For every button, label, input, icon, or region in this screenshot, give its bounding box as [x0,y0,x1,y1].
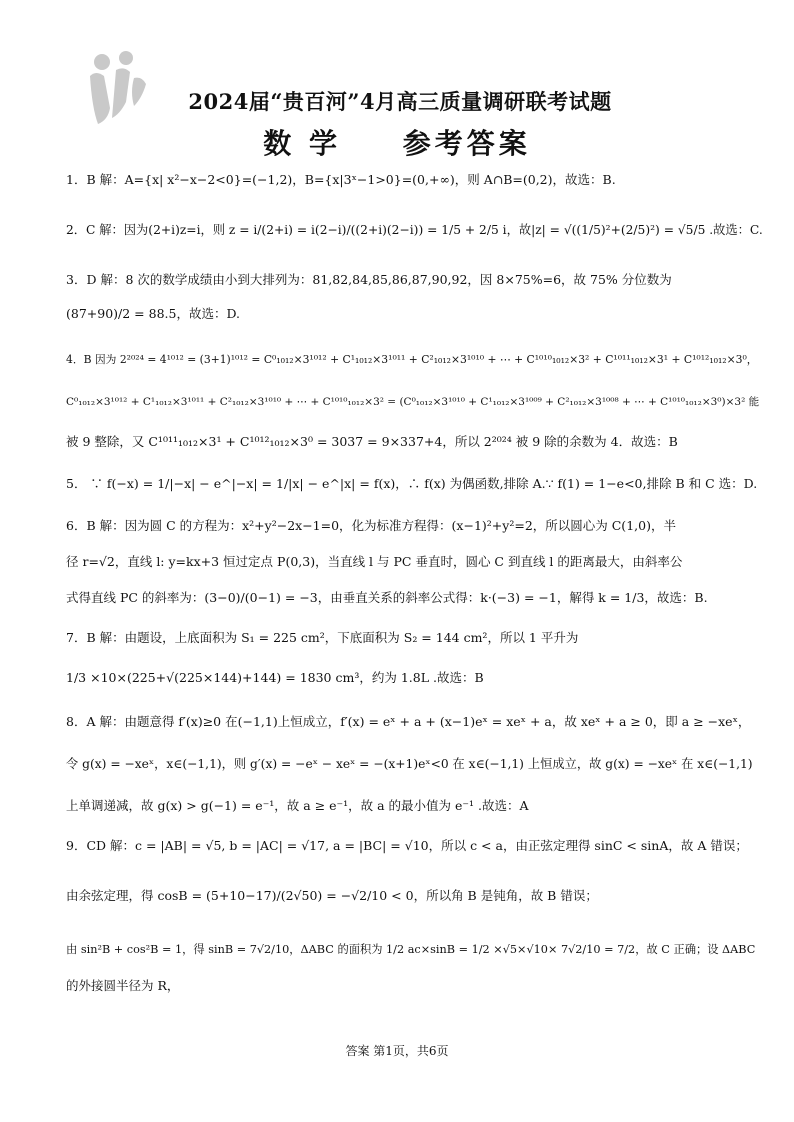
document-title: 2024届“贵百河”4月高三质量调研联考试题 [188,89,612,114]
answer-line: 7．B 解：由题设，上底面积为 S₁ = 225 cm²，下底面积为 S₂ = 144 cm²，所以 1 平升为 [66,630,579,645]
logo-icon [80,48,150,128]
subject-label: 数 学 [263,127,341,160]
answer-line: 由余弦定理，得 cosB = (5+10−17)/(2√50) = −√2/10 < 0，所以角 B 是钝角，故 B 错误； [66,888,598,903]
answer-line: 上单调递减，故 g(x) > g(−1) = e⁻¹，故 a ≥ e⁻¹，故 a 的最小值为 e⁻¹ .故选：A [66,798,529,813]
answer-line: 径 r=√2，直线 l: y=kx+3 恒过定点 P(0,3)，当直线 l 与 PC 垂直时，圆心 C 到直线 l 的距离最大，由斜率公 [66,554,683,569]
answer-line: 被 9 整除，又 C¹⁰¹¹₁₀₁₂×3¹ + C¹⁰¹²₁₀₁₂×3⁰ = 3037 = 9×337+4，所以 2²⁰²⁴ 被 9 除的余数为 4．故选：B [66,434,678,449]
answer-line: 3．D 解：8 次的数学成绩由小到大排列为：81,82,84,85,86,87,90,92，因 8×75%=6，故 75% 分位数为 [66,272,672,287]
answer-line: 由 sin²B + cos²B = 1，得 sinB = 7√2/10，ΔABC 的面积为 1/2 ac×sinB = 1/2 ×√5×√10× 7√2/10 = 7/2，故 C 正确；设 ΔABC [66,943,756,956]
document-subtitle [0,122,794,162]
page-footer: 答案 第1页，共6页 [345,1044,449,1058]
answer-line: C⁰₁₀₁₂×3¹⁰¹² + C¹₁₀₁₂×3¹⁰¹¹ + C²₁₀₁₂×3¹⁰¹⁰ + ⋯ + C¹⁰¹⁰₁₀₁₂×3² = (C⁰₁₀₁₂×3¹⁰¹⁰ + C¹₁₀₁₂×3¹⁰⁰⁹ + C²₁₀₁₂×3¹⁰⁰⁸ + ⋯ + C¹⁰¹⁰₁₀₁₂×3⁰)×3² 能 [66,396,760,408]
answer-line: 6．B 解：因为圆 C 的方程为：x²+y²−2x−1=0，化为标准方程得：(x−1)²+y²=2，所以圆心为 C(1,0)，半 [66,518,676,533]
answer-line: 式得直线 PC 的斜率为：(3−0)/(0−1) = −3，由垂直关系的斜率公式得：k·(−3) = −1，解得 k = 1/3，故选：B. [66,590,708,605]
doc-type-label: 参考答案 [402,127,531,160]
answer-line: 1．B 解：A={x| x²−x−2<0}=(−1,2)，B={x|3ˣ−1>0}=(0,+∞)，则 A∩B=(0,2)，故选：B. [66,172,616,187]
answer-line: 4．B 因为 2²⁰²⁴ = 4¹⁰¹² = (3+1)¹⁰¹² = C⁰₁₀₁₂×3¹⁰¹² + C¹₁₀₁₂×3¹⁰¹¹ + C²₁₀₁₂×3¹⁰¹⁰ + ⋯ + C¹⁰¹⁰₁₀₁₂×3² + C¹⁰¹¹₁₀₁₂×3¹ + C¹⁰¹²₁₀₁₂×3⁰， [66,353,758,366]
answer-line: 令 g(x) = −xeˣ，x∈(−1,1)，则 g′(x) = −eˣ − xeˣ = −(x+1)eˣ<0 在 x∈(−1,1) 上恒成立，故 g(x) = −xeˣ 在 x∈(−1,1) [66,757,753,771]
answer-line: 的外接圆半径为 R， [66,978,180,993]
answer-line: 1/3 ×10×(225+√(225×144)+144) = 1830 cm³，约为 1.8L .故选：B [66,670,484,685]
answer-line: 2．C 解：因为(2+i)z=i，则 z = i/(2+i) = i(2−i)/((2+i)(2−i)) = 1/5 + 2/5 i，故|z| = √((1/5)²+(2/5)²) = √5/5 .故选：C. [66,223,763,237]
answer-line: 9．CD 解：c = |AB| = √5, b = |AC| = √17, a = |BC| = √10，所以 c < a，由正弦定理得 sinC < sinA，故 A 错误； [66,838,748,853]
answer-line: 8．A 解：由题意得 f′(x)≥0 在(−1,1)上恒成立，f′(x) = eˣ + a + (x−1)eˣ = xeˣ + a，故 xeˣ + a ≥ 0，即 a ≥ −xeˣ， [66,714,751,729]
answer-line: 5． ∵ f(−x) = 1/|−x| − e^|−x| = 1/|x| − e^|x| = f(x)，∴ f(x) 为偶函数,排除 A.∵ f(1) = 1−e<0,排除 B 和 C 选：D. [66,476,758,491]
answer-line: (87+90)/2 = 88.5，故选：D. [66,306,241,321]
